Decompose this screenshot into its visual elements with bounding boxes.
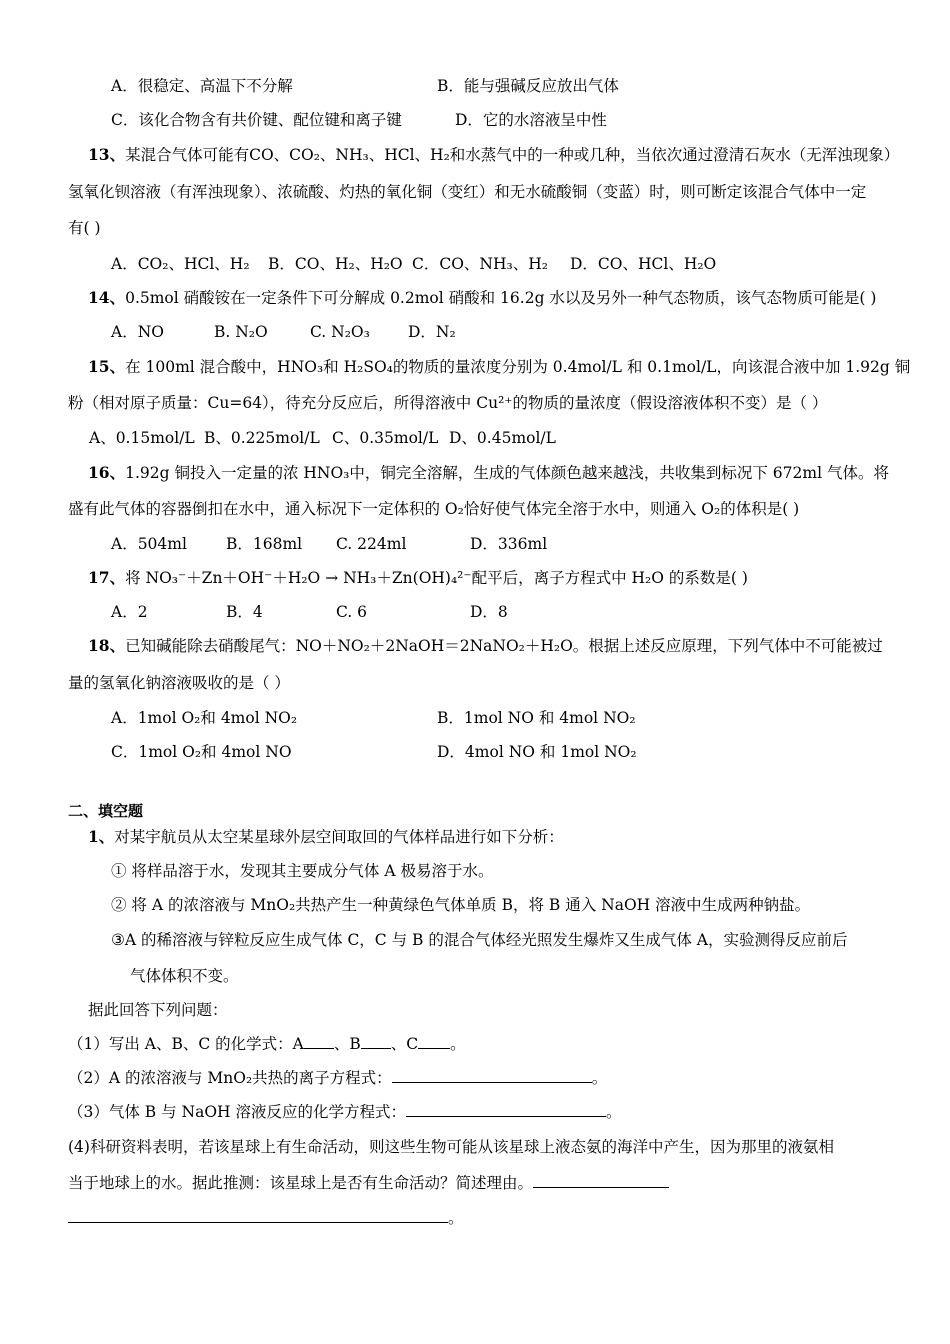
answer-blank-c[interactable]: [418, 1034, 450, 1049]
q15-option-b: B、0.225mol/L: [204, 429, 320, 447]
answer-blank-reason-part1[interactable]: [533, 1173, 669, 1188]
q16-option-d: D．336ml: [470, 535, 548, 553]
sub-question-text: 、C: [390, 1035, 419, 1053]
sub-question-text: 当于地球上的水。据此推测：该星球上是否有生命活动？简述理由。: [68, 1174, 534, 1192]
question-text: 1.92g 铜投入一定量的浓 HNO₃中，铜完全溶解，生成的气体颜色越来越浅，共收集到标况下 672ml 气体。将: [125, 464, 889, 482]
question-13-line3: 有( ): [68, 219, 101, 237]
answer-blank-ionic-equation[interactable]: [392, 1068, 592, 1083]
q12-option-d: D．它的水溶液呈中性: [455, 111, 607, 129]
q12-option-b: B．能与强碱反应放出气体: [437, 77, 619, 95]
section-title: 二、填空题: [68, 802, 144, 820]
question-text: 在 100ml 混合酸中，HNO₃和 H₂SO₄的物质的量浓度分别为 0.4mol/L 和 0.1mol/L，向该混合液中加 1.92g 铜: [125, 358, 911, 376]
q18-option-d: D．4mol NO 和 1mol NO₂: [437, 743, 637, 761]
question-15-line2: 粉（相对原子质量：Cu=64），待充分反应后，所得溶液中 Cu²⁺的物质的量浓度（假设溶液体积不变）是（ ）: [68, 394, 828, 412]
analysis-step-3-line2: 气体体积不变。: [130, 967, 239, 985]
q15-option-c: C、0.35mol/L: [332, 429, 439, 447]
q13-option-a: A．CO₂、HCl、H₂: [111, 255, 250, 273]
question-text: 某混合气体可能有CO、CO₂、NH₃、HCl、H₂和水蒸气中的一种或几种，当依次通过澄清石灰水（无浑浊现象）: [125, 146, 900, 164]
q12-option-a: A．很稳定、高温下不分解: [111, 77, 293, 95]
q14-option-c: C. N₂O₃: [310, 323, 370, 341]
sub-question-4-line3: [68, 1207, 464, 1229]
sub-question-4-line2: [68, 1172, 669, 1194]
question-number: 15、: [88, 357, 126, 376]
answer-blank-chemical-equation[interactable]: [406, 1102, 606, 1117]
question-number: 18、: [88, 636, 126, 655]
q14-option-b: B. N₂O: [214, 323, 268, 341]
q17-option-d: D．8: [470, 603, 508, 621]
question-number: 16、: [88, 463, 126, 482]
question-15-line1: [88, 356, 910, 378]
question-text: 0.5mol 硝酸铵在一定条件下可分解成 0.2mol 硝酸和 16.2g 水以及另外一种气态物质，该气态物质可能是( ): [125, 289, 877, 307]
question-18-line1: [88, 635, 883, 657]
q18-option-b: B．1mol NO 和 4mol NO₂: [437, 709, 636, 727]
q17-option-a: A．2: [111, 603, 148, 621]
question-16-line2: 盛有此气体的容器倒扣在水中，通入标况下一定体积的 O₂恰好使气体完全溶于水中，则通入 O₂的体积是( ): [68, 500, 800, 518]
question-text: 已知碱能除去硝酸尾气：NO＋NO₂＋2NaOH＝2NaNO₂＋H₂O。根据上述反应原理，下列气体中不可能被过: [125, 637, 883, 655]
question-14-line1: [88, 287, 876, 309]
q13-option-c: C．CO、NH₃、H₂: [412, 255, 548, 273]
q17-option-c: C. 6: [336, 603, 368, 621]
q15-option-a: A、0.15mol/L: [89, 429, 195, 447]
sub-question-text: （3）气体 B 与 NaOH 溶液反应的化学方程式：: [68, 1103, 406, 1121]
q16-option-a: A．504ml: [111, 535, 187, 553]
q16-option-b: B．168ml: [226, 535, 303, 553]
sub-question-text: 。: [450, 1035, 466, 1053]
analysis-step-3-line1: ③A 的稀溶液与锌粒反应生成气体 C，C 与 B 的混合气体经光照发生爆炸又生成气体 A，实验测得反应前后: [111, 931, 848, 949]
q14-option-d: D．N₂: [408, 323, 456, 341]
q18-option-a: A．1mol O₂和 4mol NO₂: [111, 709, 298, 727]
question-number: 13、: [88, 145, 126, 164]
answer-blank-a[interactable]: [304, 1034, 334, 1049]
question-13-line2: 氢氧化钡溶液（有浑浊现象）、浓硫酸、灼热的氧化铜（变红）和无水硫酸铜（变蓝）时，则可断定该混合气体中一定: [68, 183, 867, 201]
fill-question-1-intro: [88, 826, 564, 848]
answer-prompt: 据此回答下列问题：: [88, 1001, 228, 1019]
question-number: 14、: [88, 288, 126, 307]
question-16-line1: [88, 462, 889, 484]
sub-question-text: 、B: [333, 1035, 361, 1053]
sub-question-2: [68, 1067, 607, 1089]
question-17-line1: [88, 567, 748, 589]
question-13-line1: [88, 144, 899, 166]
question-text: 对某宇航员从太空某星球外层空间取回的气体样品进行如下分析：: [114, 828, 564, 846]
q12-option-c: C．该化合物含有共价键、配位键和离子键: [111, 111, 402, 129]
answer-blank-reason-part2[interactable]: [68, 1208, 448, 1223]
q15-option-d: D、0.45mol/L: [449, 429, 556, 447]
sub-question-text: （1）写出 A、B、C 的化学式：A: [68, 1035, 304, 1053]
sub-question-1: [68, 1033, 466, 1055]
q14-option-a: A．NO: [111, 323, 164, 341]
question-number: 1、: [88, 827, 115, 846]
q13-option-d: D．CO、HCl、H₂O: [570, 255, 717, 273]
sub-question-4-line1: (4)科研资料表明，若该星球上有生命活动，则这些生物可能从该星球上液态氨的海洋中产生，因为那里的液氨相: [68, 1138, 834, 1156]
analysis-step-1: ① 将样品溶于水，发现其主要成分气体 A 极易溶于水。: [111, 862, 494, 880]
analysis-step-2: ② 将 A 的浓溶液与 MnO₂共热产生一种黄绿色气体单质 B，将 B 通入 NaOH 溶液中生成两种钠盐。: [111, 896, 811, 914]
sub-question-text: 。: [591, 1069, 608, 1087]
sub-question-text: 。: [448, 1209, 464, 1227]
q17-option-b: B．4: [226, 603, 263, 621]
sub-question-text: 。: [606, 1103, 622, 1121]
q18-option-c: C．1mol O₂和 4mol NO: [111, 743, 292, 761]
question-18-line2: 量的氢氧化钠溶液吸收的是（ ）: [68, 674, 290, 692]
sub-question-3: [68, 1101, 622, 1123]
sub-question-text: （2）A 的浓溶液与 MnO₂共热的离子方程式：: [68, 1069, 392, 1087]
q13-option-b: B．CO、H₂、H₂O: [268, 255, 403, 273]
question-text: 将 NO₃⁻＋Zn＋OH⁻＋H₂O → NH₃＋Zn(OH)₄²⁻配平后，离子方程式中 H₂O 的系数是( ): [125, 569, 748, 587]
question-number: 17、: [88, 568, 126, 587]
q16-option-c: C. 224ml: [336, 535, 407, 553]
answer-blank-b[interactable]: [361, 1034, 391, 1049]
